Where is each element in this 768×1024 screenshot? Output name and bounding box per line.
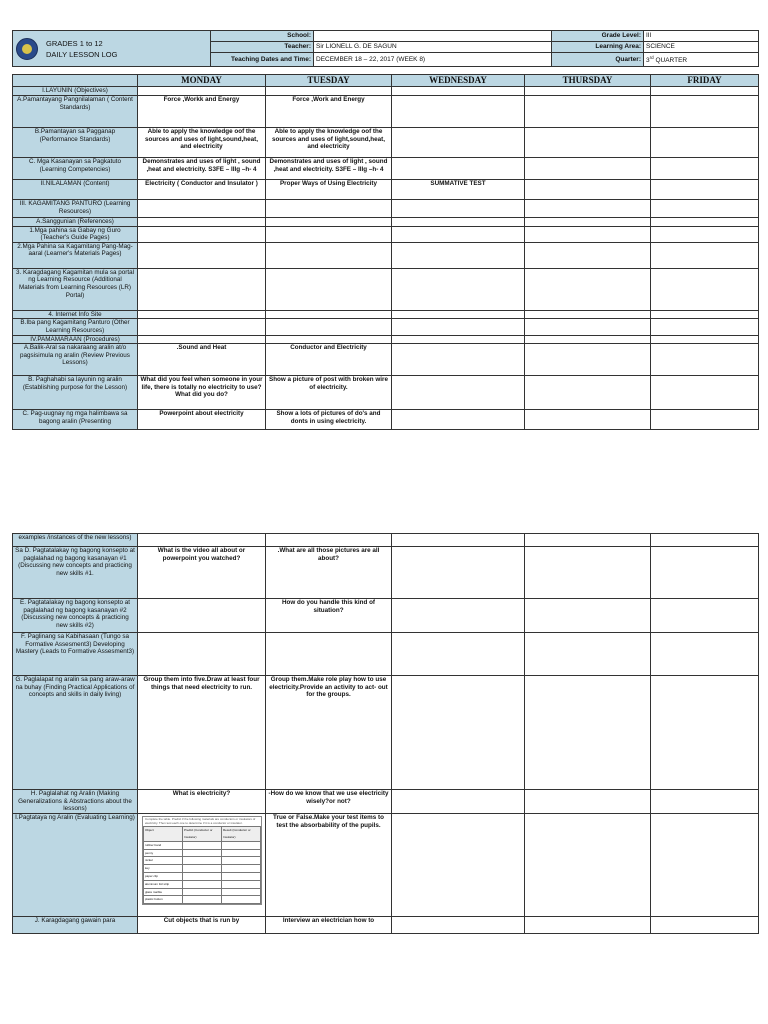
cell-wednesday	[392, 534, 525, 547]
cell-tuesday: Show a picture of post with broken wire of electricity.	[266, 376, 392, 410]
cell-friday	[651, 242, 759, 268]
cell-thursday	[525, 633, 651, 676]
cell-tuesday: -How do we know that we use electricity wisely?or not?	[266, 790, 392, 814]
cell-friday	[651, 676, 759, 790]
cell-friday	[651, 87, 759, 96]
grade-level-label: Grade Level:	[552, 31, 644, 42]
cell-monday	[138, 87, 266, 96]
worksheet-item: nickel	[144, 857, 183, 865]
table-row	[13, 87, 759, 96]
row-label: C. Pag-uugnay ng mga halimbawa sa bagong aralin (Presenting	[13, 410, 138, 430]
cell-thursday	[525, 344, 651, 376]
cell-thursday	[525, 268, 651, 310]
table-row	[13, 676, 759, 790]
worksheet-instruction: Complete the table. Predict if the following materials are conductors or insulators of electricity. Then test each one to determine if it is a conductor or insulator.	[145, 817, 256, 825]
cell-tuesday: Conductor and Electricity	[266, 344, 392, 376]
row-label: A.Pamantayang Pangnilalaman ( Content Standards)	[13, 96, 138, 128]
table-row	[13, 599, 759, 633]
worksheet-col-header: Result (Conductor or Insulator)	[222, 827, 261, 842]
cell-tuesday	[266, 87, 392, 96]
cell-friday	[651, 268, 759, 310]
row-label: G. Paglalapat ng aralin sa pang araw-araw na buhay (Finding Practical Applications of concepts and skills in daily living)	[13, 676, 138, 790]
cell-tuesday	[266, 633, 392, 676]
cell-wednesday	[392, 633, 525, 676]
cell-friday	[651, 200, 759, 218]
row-label: C. Mga Kasanayan sa Pagkatuto (Learning Competencies)	[13, 158, 138, 180]
worksheet-item: glass marble	[144, 888, 183, 896]
cell-monday: Cut objects that is run by	[138, 917, 266, 934]
worksheet-thumbnail	[142, 816, 262, 905]
cell-monday: Able to apply the knowledge oof the sources and uses of light,sound,heat, and electricity	[138, 128, 266, 158]
cell-wednesday	[392, 676, 525, 790]
cell-thursday	[525, 814, 651, 917]
learning-area-label: Learning Area:	[552, 42, 644, 53]
cell-monday	[138, 200, 266, 218]
cell-tuesday: Show a lots of pictures of do's and donts in using electricity.	[266, 410, 392, 430]
day-header-row	[13, 75, 759, 87]
worksheet-item: plastic button	[144, 896, 183, 904]
cell-tuesday: How do you handle this kind of situation?	[266, 599, 392, 633]
cell-friday	[651, 335, 759, 344]
day-header-blank	[13, 75, 138, 87]
day-header-thursday: THURSDAY	[525, 75, 651, 87]
cell-tuesday	[266, 534, 392, 547]
day-header-wednesday: WEDNESDAY	[392, 75, 525, 87]
cell-monday: What is the video all about or powerpoint you watched?	[138, 547, 266, 599]
cell-wednesday	[392, 242, 525, 268]
worksheet-col-header: Predict (Conductor or Insulator)	[183, 827, 222, 842]
cell-wednesday	[392, 218, 525, 227]
cell-tuesday: .What are all those pictures are all about?	[266, 547, 392, 599]
table-row	[13, 128, 759, 158]
cell-tuesday	[266, 319, 392, 335]
cell-friday	[651, 633, 759, 676]
quarter-label: Quarter:	[552, 53, 644, 67]
cell-thursday	[525, 87, 651, 96]
cell-friday	[651, 96, 759, 128]
cell-monday	[138, 599, 266, 633]
table-row	[13, 814, 759, 917]
cell-wednesday	[392, 268, 525, 310]
lesson-grid-page-2	[12, 533, 759, 934]
table-row	[13, 242, 759, 268]
cell-friday	[651, 376, 759, 410]
cell-tuesday: Group them.Make role play how to use electricity.Provide an activity to act- out for the groups.	[266, 676, 392, 790]
day-header-monday: MONDAY	[138, 75, 266, 87]
table-row	[13, 633, 759, 676]
teacher-value: Sir LIONELL G. DE SAGUN	[314, 42, 552, 53]
cell-monday	[138, 242, 266, 268]
cell-friday	[651, 790, 759, 814]
cell-thursday	[525, 226, 651, 242]
day-header-friday: FRIDAY	[651, 75, 759, 87]
learning-area-value: SCIENCE	[644, 42, 759, 53]
cell-friday	[651, 158, 759, 180]
cell-tuesday: Interview an electrician how to	[266, 917, 392, 934]
school-value	[314, 31, 552, 42]
row-label: III. KAGAMITANG PANTURO (Learning Resources)	[13, 200, 138, 218]
cell-wednesday	[392, 200, 525, 218]
worksheet-blank-cell	[222, 896, 261, 904]
row-label: A.Balik-Aral sa nakaraang aralin at/o pagsisimula ng aralin (Review Previous Lessons)	[13, 344, 138, 376]
row-label: I.LAYUNIN (Objectives)	[13, 87, 138, 96]
cell-tuesday	[266, 310, 392, 319]
table-row	[13, 790, 759, 814]
table-row	[13, 376, 759, 410]
cell-tuesday	[266, 242, 392, 268]
table-row	[13, 917, 759, 934]
worksheet-blank-cell	[183, 849, 222, 857]
teaching-dates-value: DECEMBER 18 – 22, 2017 (WEEK 8)	[314, 53, 552, 67]
cell-tuesday	[266, 200, 392, 218]
cell-thursday	[525, 547, 651, 599]
row-label: Sa D. Pagtatalakay ng bagong konsepto at paglalahad ng bagong kasanayan #1 (Discussing new concepts and practicing new skills #1.	[13, 547, 138, 599]
header-title-cell	[13, 31, 211, 67]
worksheet-blank-cell	[183, 857, 222, 865]
table-row	[13, 319, 759, 335]
cell-wednesday	[392, 547, 525, 599]
school-label: School:	[211, 31, 314, 42]
cell-thursday	[525, 128, 651, 158]
worksheet-item: paper clip	[144, 872, 183, 880]
cell-tuesday	[266, 335, 392, 344]
table-row	[13, 344, 759, 376]
cell-monday: Electricity ( Conductor and Insulator )	[138, 180, 266, 200]
table-row	[13, 335, 759, 344]
cell-friday	[651, 128, 759, 158]
row-label: II.NILALAMAN (Content)	[13, 180, 138, 200]
table-row	[13, 96, 759, 128]
cell-tuesday: Demonstrates and uses of light , sound ,heat and electricity. S3FE – IIIg –h- 4	[266, 158, 392, 180]
worksheet-item: penny	[144, 849, 183, 857]
worksheet-blank-cell	[222, 865, 261, 873]
cell-wednesday	[392, 917, 525, 934]
cell-thursday	[525, 310, 651, 319]
day-header-tuesday: TUESDAY	[266, 75, 392, 87]
cell-thursday	[525, 218, 651, 227]
cell-friday	[651, 534, 759, 547]
header-title-dll: DAILY LESSON LOG	[46, 49, 118, 59]
worksheet-blank-cell	[222, 857, 261, 865]
teacher-label: Teacher:	[211, 42, 314, 53]
cell-thursday	[525, 335, 651, 344]
row-label: 4. Internet Info Site	[13, 310, 138, 319]
row-label: B. Paghahabi sa layunin ng aralin (Establishing purpose for the Lesson)	[13, 376, 138, 410]
cell-monday: .Sound and Heat	[138, 344, 266, 376]
cell-wednesday	[392, 376, 525, 410]
cell-thursday	[525, 410, 651, 430]
worksheet-blank-cell	[183, 865, 222, 873]
worksheet-table	[143, 826, 261, 904]
row-label: 2.Mga Pahina sa Kagamitang Pang-Mag-aaral (Learner's Materials Pages)	[13, 242, 138, 268]
cell-wednesday	[392, 814, 525, 917]
cell-tuesday	[266, 268, 392, 310]
row-label: J. Karagdagang gawain para	[13, 917, 138, 934]
cell-friday	[651, 180, 759, 200]
cell-tuesday	[266, 218, 392, 227]
cell-tuesday: Proper Ways of Using Electricity	[266, 180, 392, 200]
cell-monday	[138, 218, 266, 227]
cell-wednesday	[392, 319, 525, 335]
cell-monday	[138, 534, 266, 547]
row-label: B.Iba pang Kagamitang Panturo (Other Learning Resources)	[13, 319, 138, 335]
table-row	[13, 226, 759, 242]
worksheet-blank-cell	[183, 888, 222, 896]
cell-wednesday	[392, 599, 525, 633]
cell-friday	[651, 310, 759, 319]
cell-thursday	[525, 319, 651, 335]
row-label: B.Pamantayan sa Pagganap (Performance Standards)	[13, 128, 138, 158]
cell-monday: Force ,Workk and Energy	[138, 96, 266, 128]
worksheet-col-header: Object	[144, 827, 183, 842]
cell-thursday	[525, 200, 651, 218]
cell-tuesday	[266, 226, 392, 242]
cell-friday	[651, 218, 759, 227]
row-label: 1.Mga pahina sa Gabay ng Guro (Teacher's Guide Pages)	[13, 226, 138, 242]
cell-friday	[651, 410, 759, 430]
cell-thursday	[525, 676, 651, 790]
worksheet-item: key	[144, 865, 183, 873]
cell-wednesday	[392, 87, 525, 96]
worksheet-blank-cell	[183, 880, 222, 888]
table-row	[13, 268, 759, 310]
row-label: F. Paglinang sa Kabihasaan (Tungo sa Formative Assesment3) Developing Mastery (Leads to Formative Assesment3)	[13, 633, 138, 676]
cell-monday: Demonstrates and uses of light , sound ,heat and electricity. S3FE – IIIg –h- 4	[138, 158, 266, 180]
cell-friday	[651, 814, 759, 917]
cell-monday: What did you feel when someone in your life, there is totally no electricity to use?What did you do?	[138, 376, 266, 410]
cell-friday	[651, 319, 759, 335]
cell-monday	[138, 310, 266, 319]
cell-thursday	[525, 534, 651, 547]
lesson-log-header	[12, 30, 759, 67]
cell-monday: What is electricity?	[138, 790, 266, 814]
cell-wednesday	[392, 335, 525, 344]
table-row	[13, 310, 759, 319]
cell-friday	[651, 917, 759, 934]
row-label: I.Pagtataya ng Aralin (Evaluating Learning)	[13, 814, 138, 917]
cell-monday	[138, 319, 266, 335]
cell-wednesday	[392, 96, 525, 128]
cell-monday	[138, 226, 266, 242]
worksheet-item: aluminum foil strip	[144, 880, 183, 888]
table-row	[13, 200, 759, 218]
table-row	[13, 547, 759, 599]
cell-thursday	[525, 158, 651, 180]
table-row	[13, 180, 759, 200]
worksheet-blank-cell	[183, 896, 222, 904]
cell-thursday	[525, 790, 651, 814]
cell-monday	[138, 814, 266, 917]
cell-wednesday	[392, 790, 525, 814]
lesson-grid-page-1	[12, 74, 759, 430]
cell-wednesday	[392, 128, 525, 158]
cell-tuesday: Force ,Work and Energy	[266, 96, 392, 128]
cell-monday	[138, 335, 266, 344]
worksheet-blank-cell	[222, 841, 261, 849]
cell-thursday	[525, 242, 651, 268]
worksheet-blank-cell	[222, 880, 261, 888]
worksheet-blank-cell	[222, 849, 261, 857]
deped-seal-icon	[16, 38, 38, 60]
worksheet-blank-cell	[222, 872, 261, 880]
cell-wednesday	[392, 344, 525, 376]
row-label: E. Pagtatalakay ng bagong konsepto at paglalahad ng bagong kasanayan #2 (Discussing new concepts & practicing new skills #2)	[13, 599, 138, 633]
cell-friday	[651, 547, 759, 599]
worksheet-item: rubber band	[144, 841, 183, 849]
cell-friday	[651, 344, 759, 376]
cell-thursday	[525, 917, 651, 934]
row-label: examples /instances of the new lessons)	[13, 534, 138, 547]
cell-wednesday: SUMMATIVE TEST	[392, 180, 525, 200]
cell-wednesday	[392, 158, 525, 180]
cell-thursday	[525, 180, 651, 200]
cell-wednesday	[392, 226, 525, 242]
table-row	[13, 158, 759, 180]
worksheet-blank-cell	[183, 872, 222, 880]
row-label: 3. Karagdagang Kagamitan mula sa portal ng Learning Resource (Additional Materials from Learning Resources (LR) Portal)	[13, 268, 138, 310]
cell-wednesday	[392, 310, 525, 319]
header-title-grades: GRADES 1 to 12	[46, 38, 103, 48]
cell-thursday	[525, 599, 651, 633]
grade-level-value: III	[644, 31, 759, 42]
cell-tuesday: True or False.Make your test items to test the absorbability of the pupils.	[266, 814, 392, 917]
table-row	[13, 218, 759, 227]
teaching-dates-label: Teaching Dates and Time:	[211, 53, 314, 67]
cell-monday: Group them into five.Draw at least four things that need electricity to run.	[138, 676, 266, 790]
cell-friday	[651, 599, 759, 633]
row-label: A.Sanggunian (References)	[13, 218, 138, 227]
cell-monday: Powerpoint about electricity	[138, 410, 266, 430]
cell-thursday	[525, 376, 651, 410]
row-label: H. Paglalahat ng Aralin (Making Generalizations & Abstractions about the lessons)	[13, 790, 138, 814]
quarter-value: 3rd QUARTER	[644, 53, 759, 67]
worksheet-blank-cell	[222, 888, 261, 896]
worksheet-blank-cell	[183, 841, 222, 849]
table-row	[13, 534, 759, 547]
row-label: IV.PAMAMARAAN (Procedures)	[13, 335, 138, 344]
cell-wednesday	[392, 410, 525, 430]
cell-thursday	[525, 96, 651, 128]
cell-tuesday: Able to apply the knowledge oof the sources and uses of light,sound,heat, and electricity	[266, 128, 392, 158]
cell-friday	[651, 226, 759, 242]
table-row	[13, 410, 759, 430]
cell-monday	[138, 633, 266, 676]
cell-monday	[138, 268, 266, 310]
